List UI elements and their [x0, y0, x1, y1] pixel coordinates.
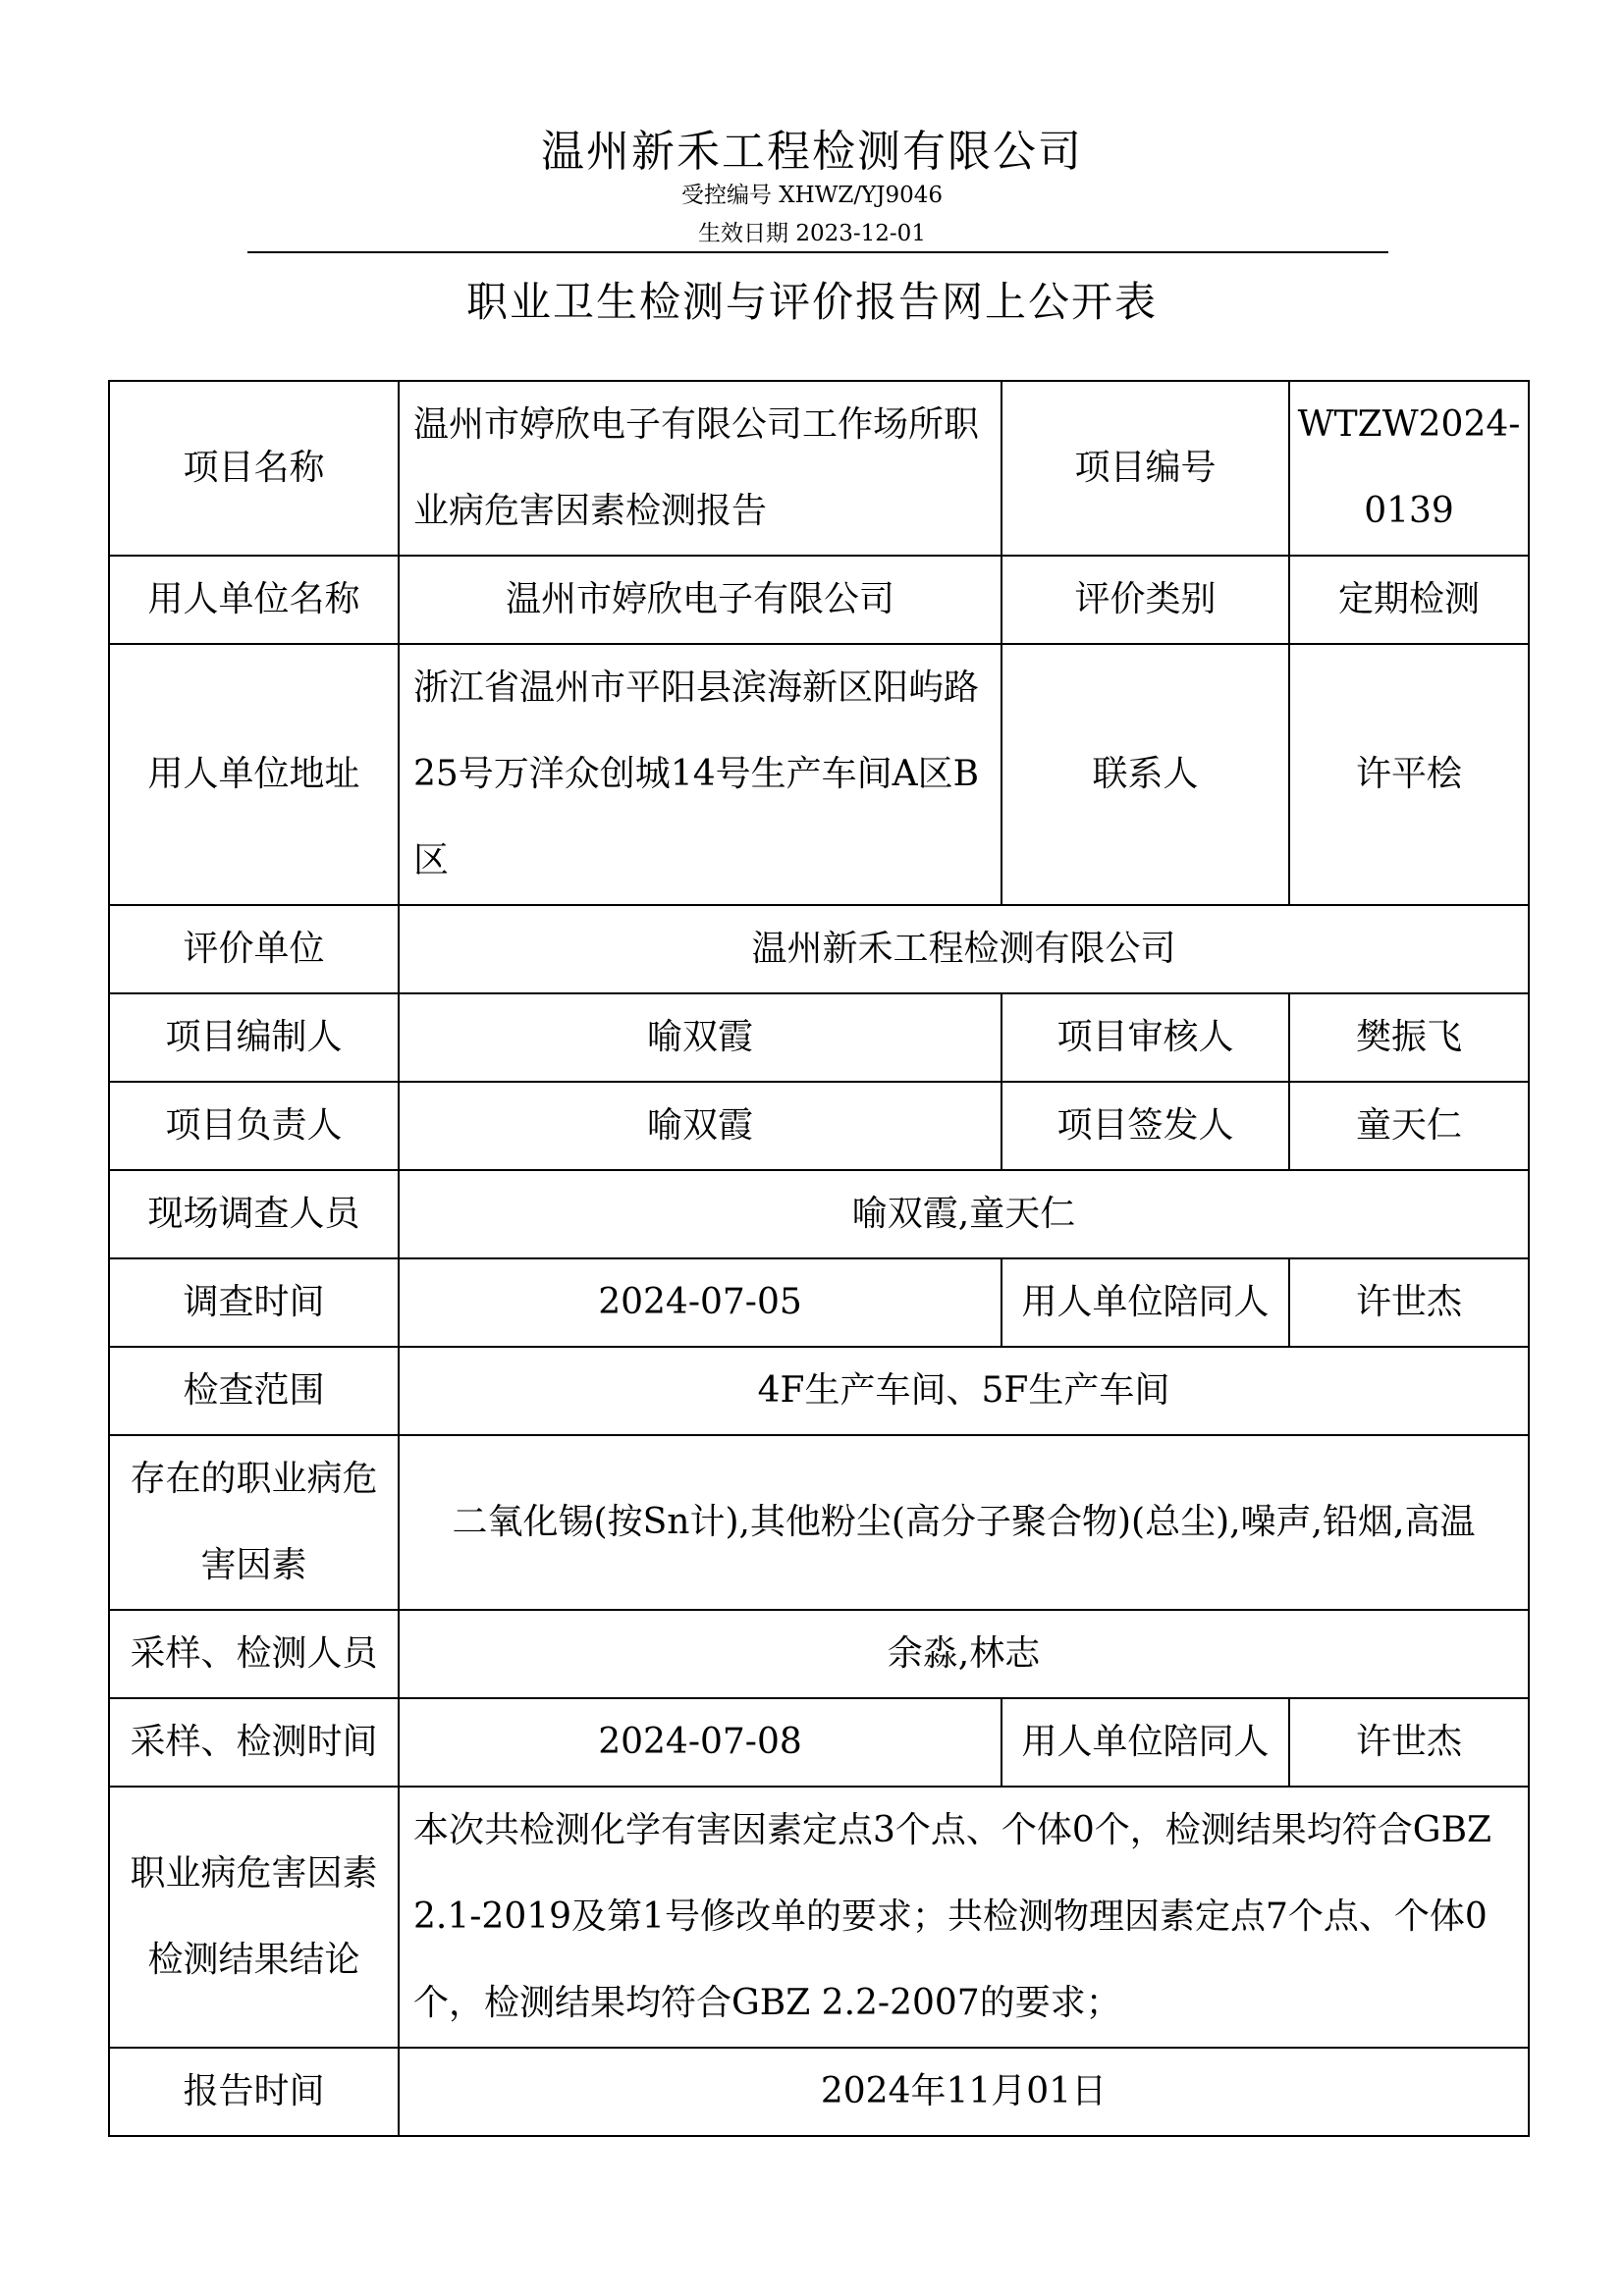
issuer-value: 童天仁 — [1289, 1082, 1529, 1170]
table-row — [109, 381, 1529, 556]
project-name-label: 项目名称 — [109, 381, 399, 556]
compiler-label: 项目编制人 — [109, 993, 399, 1082]
table-row — [109, 1170, 1529, 1258]
companion2-value: 许世杰 — [1289, 1698, 1529, 1787]
compiler-value: 喻双霞 — [399, 993, 1001, 1082]
sampling-time-value: 2024-07-08 — [399, 1698, 1001, 1787]
table-row — [109, 1347, 1529, 1435]
company-name: 温州新禾工程检测有限公司 — [541, 127, 1083, 177]
project-name-value: 温州市婷欣电子有限公司工作场所职业病危害因素检测报告 — [399, 381, 1001, 556]
eval-type-label: 评价类别 — [1001, 556, 1289, 644]
survey-time-label: 调查时间 — [109, 1258, 399, 1347]
table-row — [109, 1082, 1529, 1170]
table-row — [109, 993, 1529, 1082]
table-row — [109, 1610, 1529, 1698]
report-time-value: 2024年11月01日 — [399, 2048, 1529, 2136]
hazards-label: 存在的职业病危害因素 — [109, 1435, 399, 1610]
companion-value: 许世杰 — [1289, 1258, 1529, 1347]
sampling-time-label: 采样、检测时间 — [109, 1698, 399, 1787]
table-row — [109, 1258, 1529, 1347]
contact-label: 联系人 — [1001, 644, 1289, 905]
control-number: 受控编号 XHWZ/YJ9046 — [680, 183, 944, 208]
conclusion-value: 本次共检测化学有害因素定点3个点、个体0个，检测结果均符合GBZ 2.1-2019及第1号修改单的要求；共检测物理因素定点7个点、个体0个，检测结果均符合GBZ 2.2-2007的要求； — [399, 1787, 1529, 2048]
project-no-label: 项目编号 — [1001, 381, 1289, 556]
eval-unit-label: 评价单位 — [109, 905, 399, 993]
header-divider — [247, 251, 1388, 253]
employer-value: 温州市婷欣电子有限公司 — [399, 556, 1001, 644]
table-row — [109, 1698, 1529, 1787]
employer-label: 用人单位名称 — [109, 556, 399, 644]
survey-time-value: 2024-07-05 — [399, 1258, 1001, 1347]
table-row — [109, 1435, 1529, 1610]
reviewer-value: 樊振飞 — [1289, 993, 1529, 1082]
issuer-label: 项目签发人 — [1001, 1082, 1289, 1170]
effective-date: 生效日期 2023-12-01 — [698, 221, 926, 246]
samplers-value: 余淼,林志 — [399, 1610, 1529, 1698]
address-value: 浙江省温州市平阳县滨海新区阳屿路25号万洋众创城14号生产车间A区B区 — [399, 644, 1001, 905]
companion-label: 用人单位陪同人 — [1001, 1258, 1289, 1347]
samplers-label: 采样、检测人员 — [109, 1610, 399, 1698]
table-row — [109, 644, 1529, 905]
scope-label: 检查范围 — [109, 1347, 399, 1435]
investigators-value: 喻双霞,童天仁 — [399, 1170, 1529, 1258]
leader-value: 喻双霞 — [399, 1082, 1001, 1170]
document-title: 职业卫生检测与评价报告网上公开表 — [465, 278, 1158, 326]
investigators-label: 现场调查人员 — [109, 1170, 399, 1258]
companion2-label: 用人单位陪同人 — [1001, 1698, 1289, 1787]
eval-unit-value: 温州新禾工程检测有限公司 — [399, 905, 1529, 993]
contact-value: 许平桧 — [1289, 644, 1529, 905]
table-row — [109, 905, 1529, 993]
disclosure-table — [108, 380, 1530, 2137]
report-time-label: 报告时间 — [109, 2048, 399, 2136]
address-label: 用人单位地址 — [109, 644, 399, 905]
eval-type-value: 定期检测 — [1289, 556, 1529, 644]
table-row — [109, 556, 1529, 644]
leader-label: 项目负责人 — [109, 1082, 399, 1170]
reviewer-label: 项目审核人 — [1001, 993, 1289, 1082]
table-row — [109, 1787, 1529, 2048]
scope-value: 4F生产车间、5F生产车间 — [399, 1347, 1529, 1435]
table-row — [109, 2048, 1529, 2136]
conclusion-label: 职业病危害因素检测结果结论 — [109, 1787, 399, 2048]
project-no-value: WTZW2024-0139 — [1289, 381, 1529, 556]
hazards-value: 二氧化锡(按Sn计),其他粉尘(高分子聚合物)(总尘),噪声,铅烟,高温 — [399, 1435, 1529, 1610]
